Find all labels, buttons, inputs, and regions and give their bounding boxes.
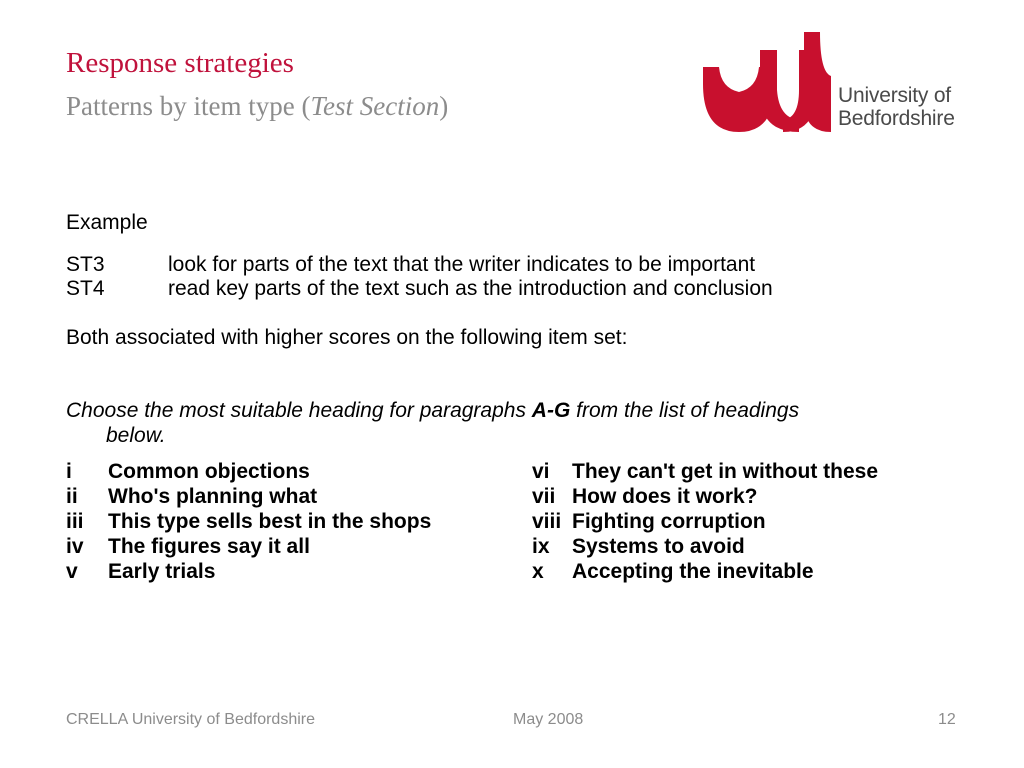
heading-number: viii xyxy=(532,510,562,533)
heading-number: ix xyxy=(532,535,550,558)
instruction-bold: A-G xyxy=(531,399,571,422)
subtitle-italic: Test Section xyxy=(310,91,440,121)
heading-number: iv xyxy=(66,535,84,558)
heading-text: How does it work? xyxy=(572,485,758,508)
strategy-code: ST4 xyxy=(66,277,105,300)
strategy-text: look for parts of the text that the writer indicates to be important xyxy=(168,253,756,276)
heading-item xyxy=(66,559,431,584)
footer-page-number: 12 xyxy=(938,711,956,728)
university-logo-text xyxy=(838,84,955,130)
instruction-continued: below. xyxy=(106,424,166,447)
heading-item xyxy=(532,459,878,484)
headings-list-right xyxy=(532,459,878,584)
heading-item xyxy=(532,484,878,509)
heading-number: iii xyxy=(66,510,84,533)
slide-subtitle xyxy=(66,91,448,122)
heading-text: Common objections xyxy=(108,460,310,483)
heading-text: Accepting the inevitable xyxy=(572,560,814,583)
instruction-before: Choose the most suitable heading for paragraphs xyxy=(66,399,532,422)
strategy-row xyxy=(66,277,773,301)
heading-item xyxy=(66,509,431,534)
heading-text: This type sells best in the shops xyxy=(108,510,432,533)
heading-text: Systems to avoid xyxy=(572,535,745,558)
heading-number: i xyxy=(66,460,72,483)
heading-item xyxy=(532,534,878,559)
strategy-row xyxy=(66,253,755,277)
heading-number: vi xyxy=(532,460,550,483)
heading-item xyxy=(66,534,431,559)
footer-organisation: CRELLA University of Bedfordshire xyxy=(66,711,315,728)
logo-line-1: University of xyxy=(838,84,951,107)
heading-item xyxy=(532,559,878,584)
headings-list-left xyxy=(66,459,431,584)
slide-title: Response strategies xyxy=(66,47,294,79)
task-instruction xyxy=(66,398,966,448)
heading-text: Early trials xyxy=(108,560,216,583)
heading-text: They can't get in without these xyxy=(572,460,879,483)
footer-date: May 2008 xyxy=(513,711,584,728)
heading-text: Who's planning what xyxy=(108,485,318,508)
example-label: Example xyxy=(66,211,148,234)
heading-item xyxy=(532,509,878,534)
heading-text: Fighting corruption xyxy=(572,510,766,533)
heading-item xyxy=(66,484,431,509)
strategy-code: ST3 xyxy=(66,253,105,276)
instruction-after: from the list of headings xyxy=(570,399,800,422)
heading-number: v xyxy=(66,560,78,583)
logo-line-2: Bedfordshire xyxy=(838,107,955,130)
heading-number: ii xyxy=(66,485,78,508)
association-note: Both associated with higher scores on the following item set: xyxy=(66,326,628,349)
heading-number: vii xyxy=(532,485,556,508)
heading-item xyxy=(66,459,431,484)
subtitle-prefix: Patterns by item type ( xyxy=(66,91,311,121)
subtitle-suffix: ) xyxy=(439,91,449,121)
strategy-text: read key parts of the text such as the introduction and conclusion xyxy=(168,277,773,300)
heading-number: x xyxy=(532,560,544,583)
heading-text: The figures say it all xyxy=(108,535,310,558)
